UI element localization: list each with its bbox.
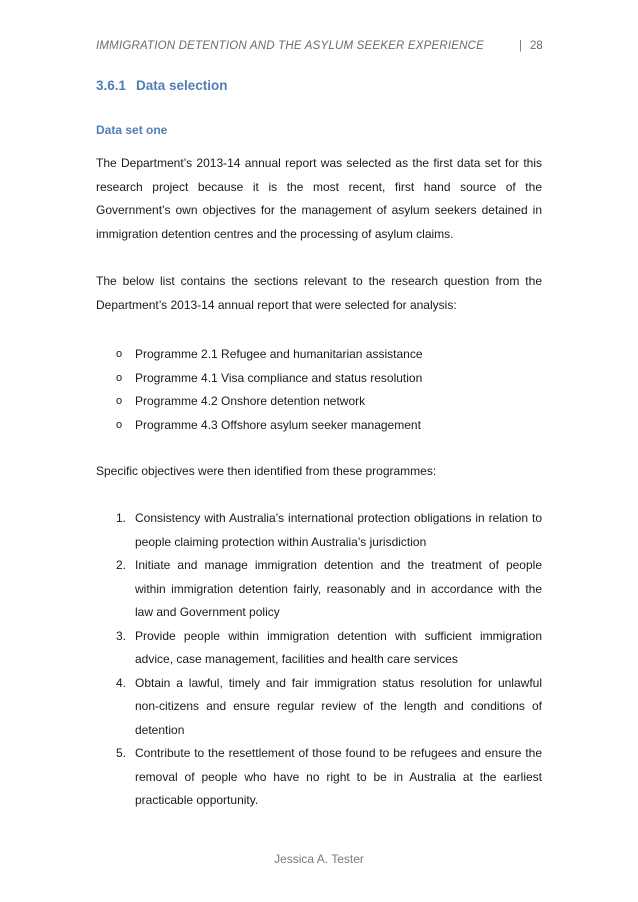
bullet-marker: o [116, 395, 123, 407]
subsection-heading: Data set one [96, 123, 168, 137]
section-heading [96, 78, 228, 93]
paragraph-intro: The Department’s 2013-14 annual report was selected as the first data set for this research project because it is the most recent, first hand source of the Government’s own objectives for the management of asylum seekers detained in immigration detention centres and the processing of asylum claims. [96, 156, 542, 241]
list-number: 1. [116, 511, 127, 525]
list-item-text: Provide people within immigration detention with sufficient immigration advice, case management, facilities and health care services [135, 628, 542, 666]
list-item-text: Programme 4.3 Offshore asylum seeker management [135, 417, 421, 432]
bullet-marker: o [116, 418, 123, 431]
page-number: 28 [530, 40, 543, 52]
bullet-marker: o [116, 348, 123, 360]
list-number: 5. [116, 746, 127, 760]
list-item [96, 507, 542, 554]
programme-list [96, 343, 542, 437]
list-number: 3. [116, 628, 127, 643]
list-item-text: Programme 2.1 Refugee and humanitarian assistance [135, 347, 423, 361]
list-item [96, 343, 542, 367]
list-item [96, 414, 542, 438]
list-item [96, 742, 542, 813]
section-number: 3.6.1 [96, 78, 127, 93]
list-item [96, 390, 542, 414]
paragraph-list-intro: The below list contains the sections relevant to the research question from the Department’s 2013-14 annual report that were selected for analysis: [96, 274, 542, 312]
list-item-text: Contribute to the resettlement of those found to be refugees and ensure the removal of people who have no right to be in Australia at the earliest practicable opportunity. [135, 746, 542, 807]
page-footer: Jessica A. Tester [274, 852, 364, 866]
section-title: Data selection [136, 78, 228, 93]
list-item-text: Consistency with Australia’s international protection obligations in relation to people claiming protection within Australia’s jurisdiction [135, 511, 542, 549]
header-separator: | [519, 40, 522, 52]
list-number: 2. [116, 558, 127, 572]
list-item-text: Obtain a lawful, timely and fair immigration status resolution for unlawful non-citizens and ensure regular review of the length and conditions of detention [135, 675, 542, 737]
list-item [96, 367, 542, 391]
list-item [96, 672, 542, 743]
list-item-text: Initiate and manage immigration detention and the treatment of people within immigration detention fairly, reasonably and in accordance with the law and Government policy [135, 558, 542, 619]
list-number: 4. [116, 675, 127, 690]
paragraph-objectives-intro: Specific objectives were then identified from these programmes: [96, 464, 437, 478]
list-item [96, 554, 542, 625]
objectives-list [96, 507, 542, 813]
list-item-text: Programme 4.1 Visa compliance and status resolution [135, 370, 423, 385]
list-item [96, 625, 542, 672]
running-header-title: IMMIGRATION DETENTION AND THE ASYLUM SEEKER EXPERIENCE [96, 40, 485, 52]
bullet-marker: o [116, 371, 123, 384]
list-item-text: Programme 4.2 Onshore detention network [135, 394, 366, 408]
running-header [96, 40, 544, 56]
